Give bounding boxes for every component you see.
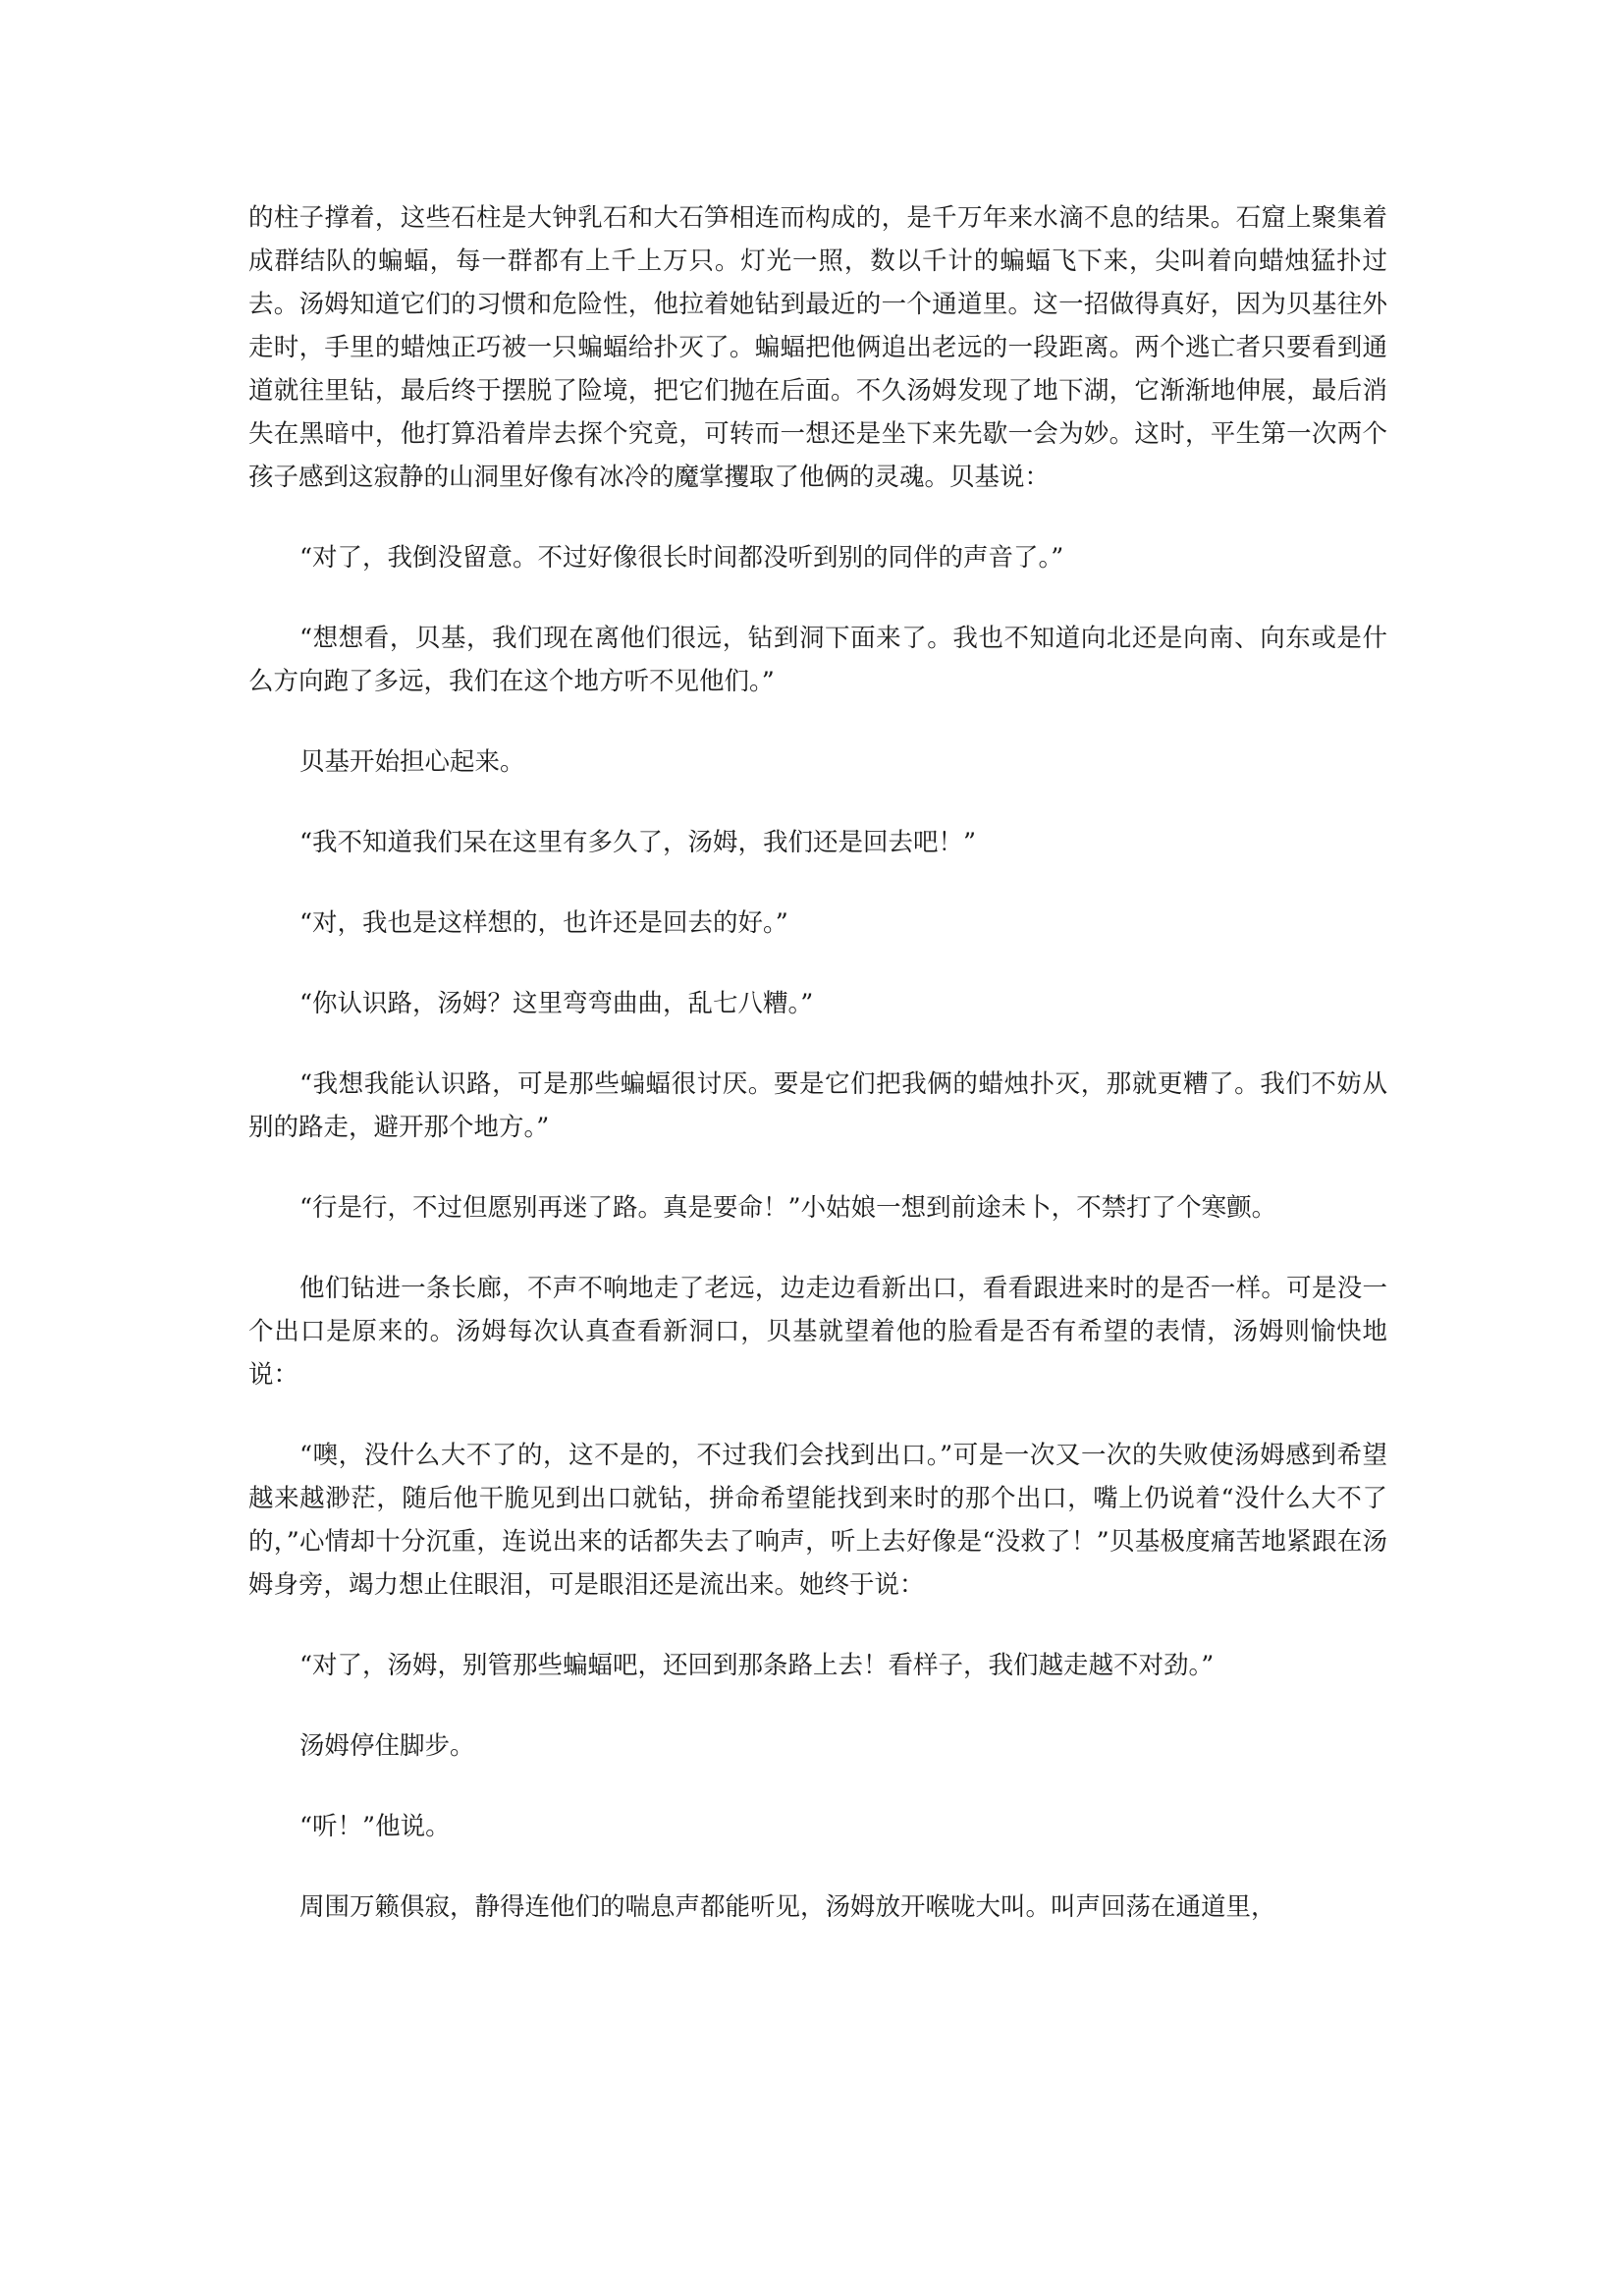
- paragraph-12: “对了，汤姆，别管那些蝙蝠吧，还回到那条路上去！看样子，我们越走越不对劲。”: [299, 1651, 1215, 1680]
- paragraph-4: 贝基开始担心起来。: [299, 747, 525, 777]
- paragraph-11: “噢，没什么大不了的，这不是的，不过我们会找到出口。”可是一次又一次的失败使汤姆感到希望越来越渺茫，随后他干脆见到出口就钻，拼命希望能找到来时的那个出口，嘴上仍说着“没什么大不了的，”心情却十分沉重，连说出来的话都失去了响声，听上去好像是“没救了！”贝基极度痛苦地紧跟在汤姆身旁，竭力想止住眼泪，可是眼泪还是流出来。她终于说：: [248, 1441, 1387, 1600]
- paragraph-14: “听！”他说。: [299, 1812, 451, 1841]
- paragraph-13: 汤姆停住脚步。: [299, 1731, 475, 1761]
- paragraph-6: “对，我也是这样想的，也许还是回去的好。”: [299, 908, 788, 938]
- paragraph-9: “行是行，不过但愿别再迷了路。真是要命！”小姑娘一想到前途未卜，不禁打了个寒颤。: [299, 1193, 1277, 1223]
- paragraph-8: “我想我能认识路，可是那些蝙蝠很讨厌。要是它们把我俩的蜡烛扑灭，那就更糟了。我们不妨从别的路走，避开那个地方。”: [248, 1069, 1387, 1142]
- document-page: [248, 196, 1387, 1966]
- paragraph-15: 周围万籁俱寂，静得连他们的喘息声都能听见，汤姆放开喉咙大叫。叫声回荡在通道里，: [299, 1892, 1276, 1922]
- paragraph-1: 的柱子撑着，这些石柱是大钟乳石和大石笋相连而构成的，是千万年来水滴不息的结果。石窟上聚集着成群结队的蝙蝠，每一群都有上千上万只。灯光一照，数以千计的蝙蝠飞下来，尖叫着向蜡烛猛扑过去。汤姆知道它们的习惯和危险性，他拉着她钻到最近的一个通道里。这一招做得真好，因为贝基往外走时，手里的蜡烛正巧被一只蝙蝠给扑灭了。蝙蝠把他俩追出老远的一段距离。两个逃亡者只要看到通道就往里钻，最后终于摆脱了险境，把它们抛在后面。不久汤姆发现了地下湖，它渐渐地伸展，最后消失在黑暗中，他打算沿着岸去探个究竟，可转而一想还是坐下来先歇一会为妙。这时，平生第一次两个孩子感到这寂静的山洞里好像有冰冷的魔掌攫取了他俩的灵魂。贝基说：: [248, 203, 1387, 492]
- paragraph-7: “你认识路，汤姆？这里弯弯曲曲，乱七八糟。”: [299, 989, 814, 1018]
- paragraph-3: “想想看，贝基，我们现在离他们很远，钻到洞下面来了。我也不知道向北还是向南、向东或是什么方向跑了多远，我们在这个地方听不见他们。”: [248, 624, 1387, 696]
- paragraph-2: “对了，我倒没留意。不过好像很长时间都没听到别的同伴的声音了。”: [299, 543, 1064, 573]
- paragraph-5: “我不知道我们呆在这里有多久了，汤姆，我们还是回去吧！”: [299, 828, 977, 857]
- paragraph-10: 他们钻进一条长廊，不声不响地走了老远，边走边看新出口，看看跟进来时的是否一样。可是没一个出口是原来的。汤姆每次认真查看新洞口，贝基就望着他的脸看是否有希望的表情，汤姆则愉快地说：: [248, 1274, 1387, 1390]
